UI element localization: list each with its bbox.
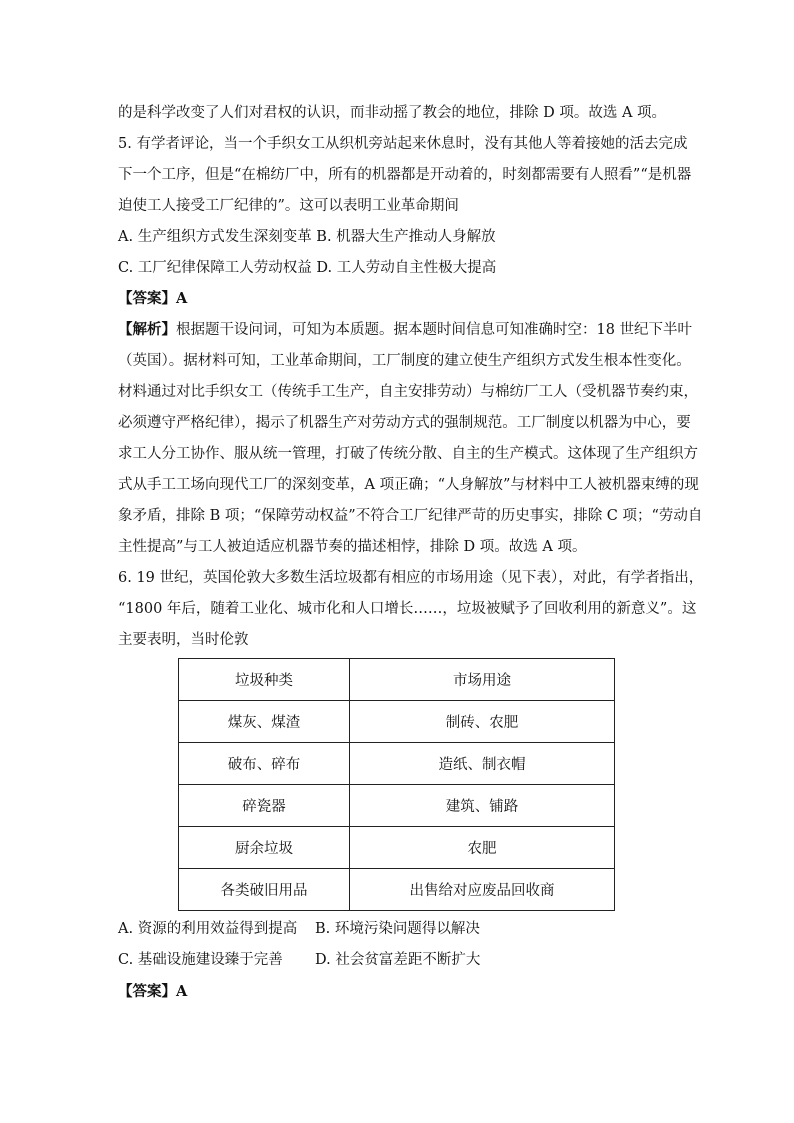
table-cell: 农肥 [350,827,615,869]
analysis-line-4: 必须遵守严格纪律），揭示了机器生产对劳动方式的强制规范。工厂制度以机器为中心，要 [118,415,691,431]
question-5-options-cd: C. 工厂纪律保障工人劳动权益 D. 工人劳动自主性极大提高 [118,260,497,276]
table-row [179,701,615,743]
analysis-line-1 [118,320,692,340]
analysis-text: 根据题干设问词，可知为本质题。据本题时间信息可知准确时空：18 世纪下半叶 [176,322,693,338]
question-6-option-a: A. 资源的利用效益得到提高 [118,921,298,937]
waste-use-table [178,658,615,911]
question-5-stem-line-1: 5. 有学者评论，当一个手织女工从织机旁站起来休息时，没有其他人等着接她的活去完成 [118,136,688,152]
table-cell: 碎瓷器 [179,785,350,827]
analysis-line-2: （英国）。据材料可知，工业革命期间，工厂制度的建立使生产组织方式发生根本性变化。 [118,353,691,369]
question-6-stem-line-3: 主要表明，当时伦敦 [118,632,249,648]
question-5-stem-line-2: 下一个工序，但是“在棉纺厂中，所有的机器都是开动着的，时刻都需要有人照看”“是机器 [118,167,692,183]
table-row [179,869,615,911]
table-cell: 制砖、农肥 [350,701,615,743]
question-6-stem-line-1: 6. 19 世纪，英国伦敦大多数生活垃圾都有相应的市场用途（见下表），对此，有学者指出， [118,570,704,586]
table-cell: 各类破旧用品 [179,869,350,911]
analysis-line-8: 主性提高”与工人被迫适应机器节奏的描述相悖，排除 D 项。故选 A 项。 [118,539,587,555]
question-5-stem-line-3: 迫使工人接受工厂纪律的”。这可以表明工业革命期间 [118,198,459,214]
table-cell: 破布、碎布 [179,743,350,785]
question-6-option-b: B. 环境污染问题得以解决 [315,921,480,937]
question-6-option-c: C. 基础设施建设臻于完善 [118,952,283,968]
table-row [179,743,615,785]
text-line: 的是科学改变了人们对君权的认识，而非动摇了教会的地位，排除 D 项。故选 A 项。 [118,105,667,121]
question-5-answer: 【答案】A [118,290,188,307]
question-6-stem-line-2: “1800 年后，随着工业化、城市化和人口增长……，垃圾被赋予了回收利用的新意义”。这 [118,601,697,617]
question-6-answer: 【答案】A [118,983,188,1000]
question-6-option-d: D. 社会贫富差距不断扩大 [315,952,481,968]
table-cell: 出售给对应废品回收商 [350,869,615,911]
table-row [179,827,615,869]
table-cell: 厨余垃圾 [179,827,350,869]
table-cell: 建筑、铺路 [350,785,615,827]
table-header-cell: 市场用途 [350,659,615,701]
analysis-label: 【解析】 [118,321,176,338]
analysis-line-7: 象矛盾，排除 B 项；“保障劳动权益”不符合工厂纪律严苛的历史事实，排除 C 项；“劳动自 [118,508,703,524]
table-row [179,785,615,827]
table-cell: 煤灰、煤渣 [179,701,350,743]
analysis-line-5: 求工人分工协作、服从统一管理，打破了传统分散、自主的生产模式。这体现了生产组织方 [118,446,698,462]
question-5-options-ab: A. 生产组织方式发生深刻变革 B. 机器大生产推动人身解放 [118,229,496,245]
table-header-row [179,659,615,701]
analysis-line-3: 材料通过对比手织女工（传统手工生产，自主安排劳动）与棉纺厂工人（受机器节奏约束， [118,384,698,400]
table-cell: 造纸、制衣帽 [350,743,615,785]
table-header-cell: 垃圾种类 [179,659,350,701]
analysis-line-6: 式从手工工场向现代工厂的深刻变革，A 项正确；“人身解放”与材料中工人被机器束缚的现 [118,477,699,493]
